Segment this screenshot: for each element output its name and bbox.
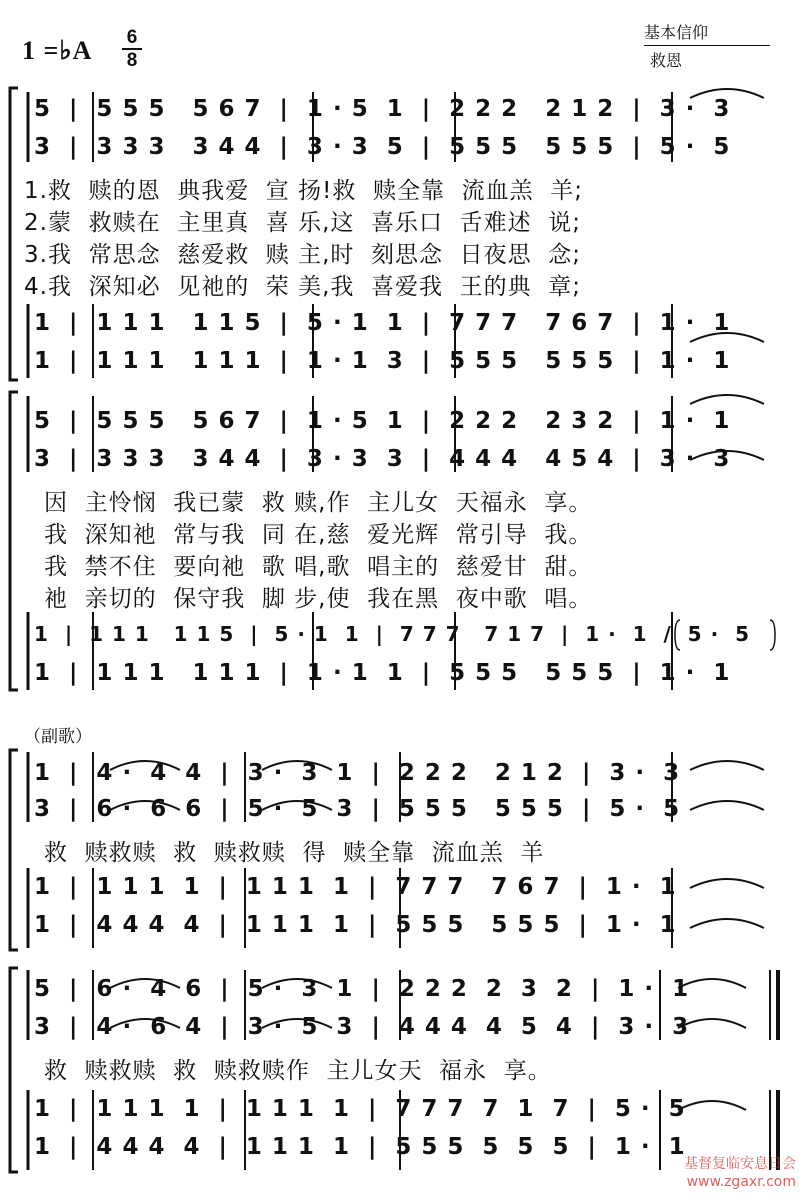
- meter-top: 6: [126, 27, 138, 48]
- system-1-lyric-4: 4.我 深知必 见祂的 荣 美,我 喜爱我 王的典 章;: [24, 274, 582, 300]
- system-4-lyric-1: 救 赎救赎 救 赎救赎作 主儿女天 福永 享。: [44, 1058, 552, 1084]
- system-1-lyric-3: 3.我 常思念 慈爱救 赎 主,时 刻思念 日夜思 念;: [24, 242, 582, 268]
- credit-music: 救恩: [650, 51, 683, 70]
- system-4-part-4: 1 | 4 4 4 4 | 1 1 1 1 | 5 5 5 5 5 5 | 1 · 1: [34, 1134, 686, 1160]
- watermark: [636, 1155, 796, 1191]
- system-1-brace: [10, 88, 18, 380]
- system-3-part-3: 1 | 1 1 1 1 | 1 1 1 1 | 7 7 7 7 6 7 | 1 · 1: [34, 874, 677, 900]
- meter-bottom: 8: [126, 50, 138, 71]
- system-3-part-4: 1 | 4 4 4 4 | 1 1 1 1 | 5 5 5 5 5 5 | 1 · 1: [34, 912, 677, 938]
- system-3-part-1: 1 | 4 · 4 4 | 3 · 3 1 | 2 2 2 2 1 2 | 3 · 3: [34, 760, 681, 786]
- system-1-lyric-2: 2.蒙 救赎在 主里真 喜 乐,这 喜乐口 舌难述 说;: [24, 210, 582, 236]
- system-3-brace: [10, 750, 18, 950]
- system-1-part-1: 5 | 5 5 5 5 6 7 | 1 · 5 1 | 2 2 2 2 1 2 | 3 · 3: [34, 96, 731, 122]
- system-4-brace: [10, 968, 18, 1172]
- system-2-part-2: 3 | 3 3 3 3 4 4 | 3 · 3 3 | 4 4 4 4 5 4 | 3 · 3: [34, 446, 731, 472]
- system-2-brace: [10, 392, 18, 690]
- credit-lyrics: 基本信仰: [644, 23, 709, 42]
- system-3-part-2: 3 | 6 · 6 6 | 5 · 5 3 | 5 5 5 5 5 5 | 5 · 5: [34, 796, 681, 822]
- watermark-line-1: 基督复临安息日会: [684, 1156, 796, 1172]
- system-4-part-1: 5 | 6 · 4 6 | 5 · 3 1 | 2 2 2 2 3 2 | 1 · 1: [34, 976, 690, 1002]
- system-1-part-3: 1 | 1 1 1 1 1 5 | 5 · 1 1 | 7 7 7 7 6 7 | 1 · 1: [34, 310, 731, 336]
- system-2-lyric-1: 因 主怜悯 我已蒙 救 赎,作 主儿女 天福永 享。: [44, 490, 593, 516]
- system-1-lyric-1: 1.救 赎的恩 典我爱 宣 扬!救 赎全靠 流血羔 羊;: [24, 178, 583, 204]
- key-signature: 1 =♭A: [22, 36, 93, 65]
- watermark-line-2: www.zgaxr.com: [686, 1174, 796, 1190]
- system-2-part-1: 5 | 5 5 5 5 6 7 | 1 · 5 1 | 2 2 2 2 3 2 | 1 · 1: [34, 408, 731, 434]
- system-2-lyric-3: 我 禁不住 要向祂 歌 唱,歌 唱主的 慈爱甘 甜。: [44, 554, 593, 580]
- system-2-lyric-2: 我 深知祂 常与我 同 在,慈 爱光辉 常引导 我。: [44, 522, 593, 548]
- refrain-label: （副歌）: [24, 727, 92, 747]
- system-4-part-3: 1 | 1 1 1 1 | 1 1 1 1 | 7 7 7 7 1 7 | 5 · 5: [34, 1096, 686, 1122]
- system-1-part-4: 1 | 1 1 1 1 1 1 | 1 · 1 3 | 5 5 5 5 5 5 | 1 · 1: [34, 348, 731, 374]
- system-1-part-2: 3 | 3 3 3 3 4 4 | 3 · 3 5 | 5 5 5 5 5 5 | 5 · 5: [34, 134, 731, 160]
- system-4-part-2: 3 | 4 · 6 4 | 3 · 5 3 | 4 4 4 4 5 4 | 3 · 3: [34, 1014, 690, 1040]
- system-2-part-4: 1 | 1 1 1 1 1 1 | 1 · 1 1 | 5 5 5 5 5 5 | 1 · 1: [34, 660, 731, 686]
- system-2-part-3: 1 | 1 1 1 1 1 5 | 5 · 1 1 | 7 7 7 7 1 7 | 1 · 1 / 5 · 5: [34, 622, 751, 646]
- system-2-lyric-4: 祂 亲切的 保守我 脚 步,使 我在黑 夜中歌 唱。: [44, 586, 593, 612]
- system-3-lyric-1: 救 赎救赎 救 赎救赎 得 赎全靠 流血羔 羊: [44, 840, 545, 866]
